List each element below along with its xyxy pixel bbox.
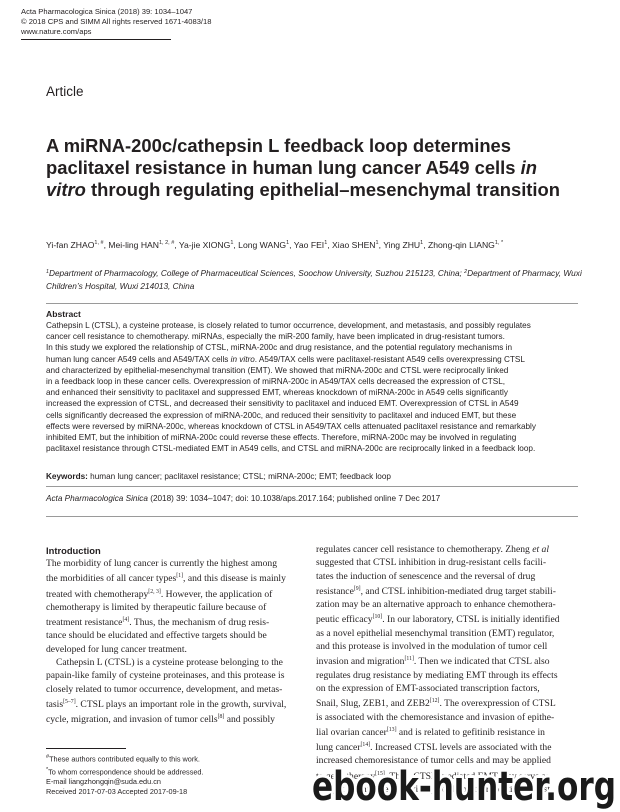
journal-url[interactable]: www.nature.com/aps (21, 27, 92, 36)
author-name: Xiao SHEN (332, 240, 376, 250)
author-affiliation-marker: 1 (286, 240, 290, 246)
author-name: Yao FEI (293, 240, 325, 250)
text-line: tasis[5–7]. CTSL plays an important role in the growth, survival, (46, 698, 287, 710)
svg-text:ebook-hunter.org: ebook-hunter.org (312, 764, 616, 810)
text-line: and enhanced their sensitivity to paclitaxel and suppressed EMT, whereas knockdown of miRNA-200c in A549 cells significantly (46, 388, 508, 398)
citation-ref[interactable]: [12] (429, 698, 440, 705)
footnote-dates: Received 2017-07-03 Accepted 2017-09-18 (46, 787, 188, 797)
citation-ref[interactable]: [9] (353, 585, 361, 592)
citation-ref[interactable]: [4] (122, 617, 130, 624)
abstract-top-rule (46, 303, 578, 304)
author-name: Ya-jie XIONG (178, 240, 231, 250)
keywords-text: human lung cancer; paclitaxel resistance; CTSL; miRNA-200c; EMT; feedback loop (90, 472, 391, 481)
author-name: Long WANG (238, 240, 287, 250)
header-rule (21, 39, 171, 40)
text-line: a target to improve the efficacy of chemotherapeutics against (316, 784, 551, 796)
text-line: cells significantly decreased the expression of miRNA-200c, and reduced their sensitivity to paclitaxel and induced EMT, but these (46, 410, 517, 420)
text-line: on the expression of EMT-associated transcription factors, (316, 682, 540, 694)
author-list: Yi-fan $ZHAO^{1, \#}$, Mei-ling $HAN^{1, 2, \#}$, Ya-jie XIONG$^1$, Long WANG$^1$, Yao FEI$^1$, Xiao SHEN$^1$, Ying ZHU$^1$, Zhong-qin $LIANG^{1, *}$ (46, 240, 504, 250)
text-line: human lung cancer A549 cells and A549/TAX cells in vitro. A549/TAX cells were paclitaxel-resistant A549 cells overexpressing CTSL (46, 354, 525, 364)
affiliation-marker: 1 (46, 269, 49, 275)
text-line: In this study we explored the relationship of CTSL, miRNA-200c and drug resistance, and the potential regulatory mechanisms in (46, 343, 513, 353)
text-line: suggested that CTSL inhibition in drug-resistant cells facili- (316, 557, 547, 569)
footnote-marker: * (46, 766, 49, 773)
abstract-body (46, 320, 576, 454)
abstract-heading: Abstract (46, 309, 81, 319)
citation-ref[interactable]: [11] (404, 656, 414, 663)
text-line: chemotherapy is limited by therapeutic failure because of (46, 601, 267, 613)
text-line: peutic efficacy[10]. In our laboratory, CTSL is initially identified (316, 614, 560, 626)
text-line: lial ovarian cancer[13] and is related to gefitinib resistance in (316, 726, 545, 738)
text-line: resistance[9], and CTSL inhibition-mediated drug target stabili- (316, 585, 556, 597)
text-line: treatment resistance[4]. Thus, the mechanism of drug resis- (46, 617, 270, 629)
author-affiliation-marker: 1 (230, 240, 234, 246)
paper-title: A miRNA-200c/cathepsin L feedback loop determines paclitaxel resistance in human lung cancer A549 cells in vitro through regulating epithelial–mesenchymal transition (46, 135, 561, 200)
text-line: regulates cancer cell resistance to chemotherapy. Zheng et al (316, 544, 549, 555)
journal-header (21, 7, 211, 37)
author-name: Ying ZHU (383, 240, 421, 250)
text-line: invasion and migration[11]. Then we indicated that CTSL also (316, 656, 550, 668)
text-line: and characterized by epithelial-mesenchymal transition (EMT). We showed that miRNA-200c and CTSL were reciprocally linked (46, 365, 509, 375)
journal-citation-line: Acta Pharmacologica Sinica (2018) 39: 1034–1047 (21, 7, 193, 16)
author-affiliation-marker: 1 (324, 240, 328, 246)
text-line: regulates drug resistance by mediating EMT through its effects (316, 669, 558, 681)
affiliations (46, 266, 586, 292)
text-line: zation may be an alternative approach to enhance chemothera- (316, 599, 556, 611)
citation-ref[interactable]: [8] (217, 714, 225, 721)
text-line: inhibited EMT, but the inhibition of miRNA-200c could reverse these effects. Therefore, miRNA-200c may be involved in regulating (46, 433, 517, 443)
citation-line (46, 494, 440, 503)
citation-ref[interactable]: [15] (375, 770, 385, 777)
text-line: tance should be elucidated and effective targets should be (46, 630, 267, 642)
text-line: papain-like family of cysteine proteinases, and this protease is (46, 670, 285, 682)
text-line: increased the expression of CTSL, and decreased their sensitivity to paclitaxel and induced EMT. Overexpression of CTSL in A549 (46, 399, 519, 409)
svg-text:ebook-hunter.org: ebook-hunter.org (312, 764, 616, 810)
affiliation-2: Department of Pharmacy, Wuxi Children’s Hospital, Wuxi 214013, China (46, 268, 582, 291)
affiliation-1: Department of Pharmacology, College of Pharmaceutical Sciences, Soochow University, Suzhou 215123, China; (48, 268, 465, 278)
author-name: Yi-fan ZHAO (46, 240, 95, 250)
text-line: lung cancer[14]. Increased CTSL levels are associated with the (316, 742, 552, 754)
keywords-rule (46, 486, 578, 487)
footnote-equal-contribution: #These authors contributed equally to this work. (46, 754, 200, 764)
keywords (46, 472, 391, 481)
text-line: to gene therapy[15]. Thus, CTSL-mediated EMT may serve as (316, 770, 550, 782)
citation-ref[interactable]: [13] (386, 726, 397, 733)
footnote-correspondence: *To whom correspondence should be addressed. (46, 766, 204, 777)
citation-ref[interactable]: [1] (176, 573, 184, 580)
text-line: and this protease is involved in the modulation of tumor cell (316, 641, 548, 653)
text-line: effects were reversed by miRNA-200c, whereas knockdown of CTSL in A549/TAX cells attenuated paclitaxel resistance and remarkably (46, 421, 536, 431)
copyright-line: © 2018 CPS and SIMM All rights reserved 1671-4083/18 (21, 17, 212, 26)
footnote-marker: # (46, 754, 50, 760)
introduction-heading: Introduction (46, 545, 101, 556)
text-line: Cathepsin L (CTSL), a cysteine protease, is closely related to tumor occurrence, development, and metastasis, and possibly regulates (46, 321, 531, 330)
text-line: tates the induction of senescence and the reversal of drug (316, 570, 536, 582)
text-line: The morbidity of lung cancer is currently the highest among (46, 558, 277, 569)
text-line: Cathepsin L (CTSL) is a cysteine protease belonging to the (56, 657, 283, 669)
footnote-rule (46, 748, 126, 749)
citation-ref[interactable]: [14] (360, 742, 371, 749)
author-affiliation-marker: 1, 2, # (158, 240, 175, 246)
citation-details: (2018) 39: 1034–1047; doi: 10.1038/aps.2017.164; published online 7 Dec 2017 (147, 494, 441, 503)
text-line: Snail, Slug, ZEB1, and ZEB2[12]. The overexpression of CTSL (316, 698, 556, 710)
citation-ref[interactable]: [5–7] (63, 698, 76, 705)
author-affiliation-marker: 1 (375, 240, 379, 246)
author-name: Zhong-qin LIANG (427, 240, 495, 250)
text-line: closely related to tumor occurrence, development, and metas- (46, 683, 283, 695)
text-line: is associated with the chemoresistance and invasion of epithe- (316, 711, 555, 723)
text-line: the morbidities of all cancer types[1], and this disease is mainly (46, 573, 286, 585)
author-name: Mei-ling HAN (108, 240, 159, 250)
citation-ref[interactable]: [2, 3] (148, 588, 161, 595)
text-line: as a novel epithelial mesenchymal transition (EMT) regulator, (316, 627, 555, 639)
affiliation-marker: 2 (464, 269, 468, 275)
keywords-label: Keywords: (46, 472, 88, 481)
author-affiliation-marker: 1, # (94, 240, 104, 246)
text-line: cycle, migration, and invasion of tumor cells[8] and possibly (46, 714, 275, 726)
text-line: developed for lung cancer treatment. (46, 643, 187, 655)
citation-journal: Acta Pharmacologica Sinica (46, 494, 148, 503)
text-line: paclitaxel resistance through CTSL-mediated EMT in A549 cells, and CTSL and miRNA-200c are reciprocally linked in a feedback loop. (46, 444, 536, 454)
left-column (46, 544, 304, 727)
text-line: increased chemoresistance of tumor cells and may be applied (316, 755, 551, 767)
footnote-email: E-mail liangzhongqin@suda.edu.cn (46, 777, 161, 787)
watermark-image (308, 748, 620, 812)
author-affiliation-marker: 1 (420, 240, 424, 246)
footnotes (46, 752, 204, 798)
text-line: treated with chemotherapy[2, 3]. However, the application of (46, 588, 273, 600)
author-affiliation-marker: 1, * (494, 240, 504, 246)
citation-rule (46, 516, 578, 517)
watermark (308, 748, 620, 812)
left-column-text (46, 557, 304, 727)
section-label: Article (46, 84, 84, 99)
text-line: in a feedback loop in these cancer cells. Overexpression of miRNA-200c in A549/TAX cells decreased the expression of CTSL, (46, 377, 506, 387)
citation-ref[interactable]: [10] (372, 614, 383, 621)
text-line: cancer cell resistance to chemotherapy. miRNAs, especially the miR-200 family, have been implicated in drug-resistant tumors. (46, 332, 505, 342)
